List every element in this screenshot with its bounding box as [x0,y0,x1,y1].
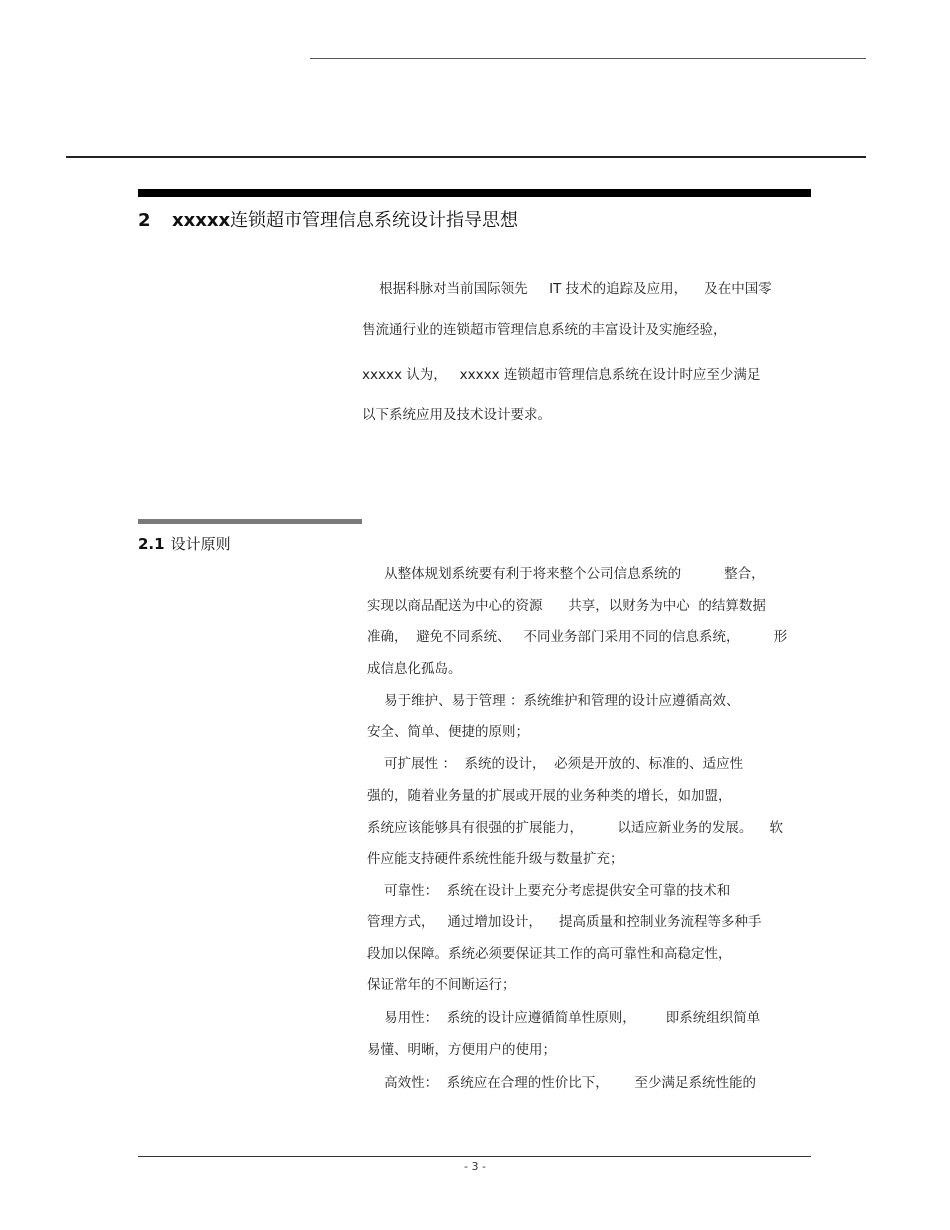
body-line: 易于维护、易于管理 ：系统维护和管理的设计应遵循高效、 [367,693,740,709]
intro-line: 售流通行业的连锁超市管理信息系统的丰富设计及实施经验， [362,322,727,338]
body-line: 安全、简单、便捷的原则； [367,724,529,740]
section-number: 2 [138,210,151,231]
body-line: 从整体规划系统要有利于将来整个公司信息系统的 整合， [367,566,765,582]
section-heading [138,206,518,232]
body-line: 系统应该能够具有很强的扩展能力， 以适应新业务的发展。 软 [367,820,783,836]
body-line: 成信息化孤岛。 [367,661,462,677]
footer-rule [138,1156,811,1157]
intro-line: 根据科脉对当前国际领先 IT 技术的追踪及应用， 及在中国零 [362,281,772,297]
page-number: - 3 - [464,1160,486,1173]
body-line: 保证常年的不间断运行； [367,977,516,993]
body-line: 易用性： 系统的设计应遵循简单性原则， 即系统组织简单 [367,1010,761,1026]
header-rule [310,58,866,59]
section-title: 连锁超市管理信息系统设计指导思想 [230,210,519,231]
body-line: 易懂、明晰，方便用户的使用； [367,1042,556,1058]
intro-line: 以下系统应用及技术设计要求。 [362,407,551,423]
body-line: 段加以保障。系统必须要保证其工作的高可靠性和高稳定性， [367,946,732,962]
body-line: 准确， 避免不同系统、 不同业务部门采用不同的信息系统， 形 [367,629,788,645]
subsection-title: 设计原则 [170,535,231,553]
body-line: 高效性： 系统应在合理的性价比下， 至少满足系统性能的 [367,1075,756,1091]
subheading-bar [138,519,362,524]
body-line: 可扩展性 ： 系统的设计， 必须是开放的、标准的、适应性 [367,756,744,772]
body-line: 强的，随着业务量的扩展或开展的业务种类的增长，如加盟， [367,788,732,804]
body-line: 管理方式， 通过增加设计， 提高质量和控制业务流程等多种手 [367,914,762,930]
body-line: 实现以商品配送为中心的资源 共享，以财务为中心 的结算数据 [367,598,766,614]
body-line: 件应能支持硬件系统性能升级与数量扩充； [367,851,624,867]
subsection-number: 2.1 [138,535,165,553]
chapter-rule [66,156,866,158]
section-brand: xxxxx [172,210,231,231]
subsection-heading [138,533,231,554]
intro-line: xxxxx 认为， xxxxx 连锁超市管理信息系统在设计时应至少满足 [362,367,761,383]
body-line: 可靠性： 系统在设计上要充分考虑提供安全可靠的技术和 [367,883,731,899]
heading-bar [138,189,811,197]
